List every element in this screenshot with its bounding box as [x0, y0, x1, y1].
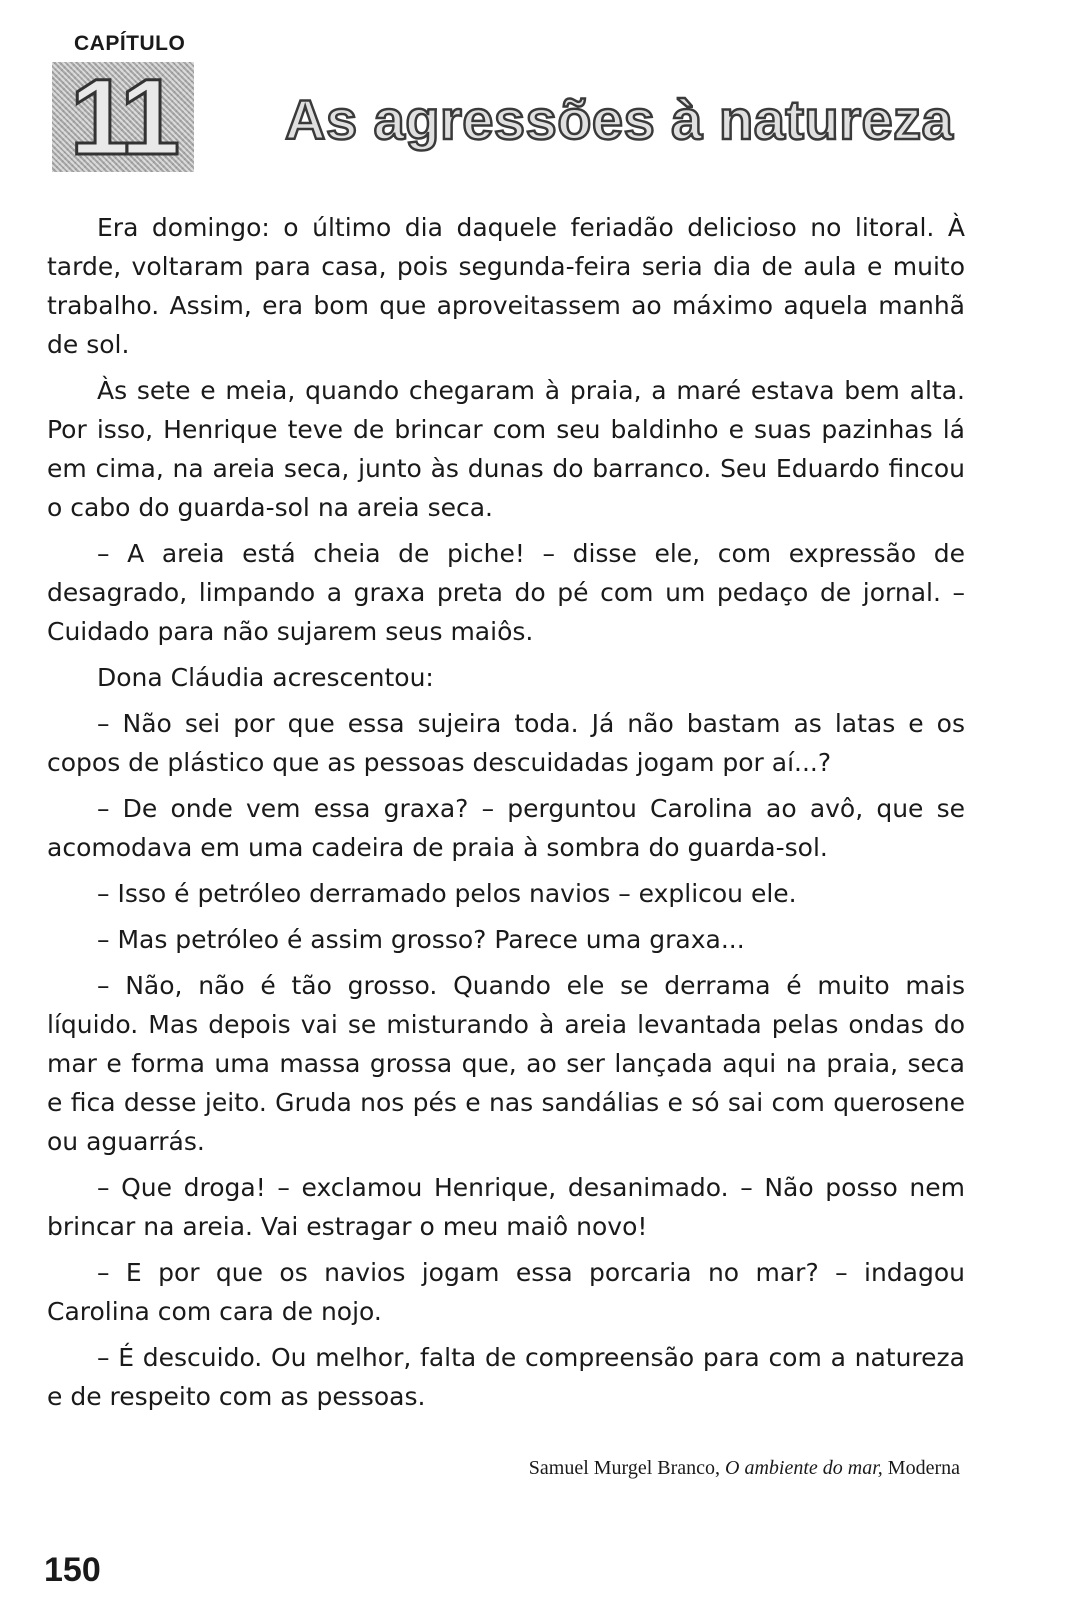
paragraph: – É descuido. Ou melhor, falta de compreensão para com a natureza e de respeito com as pessoas. — [47, 1343, 965, 1411]
paragraph: – Não, não é tão grosso. Quando ele se derrama é muito mais líquido. Mas depois vai se misturando à areia levantada pelas ondas do mar e forma uma massa grossa que, ao ser lançada aqui na praia, seca e fica desse jeito. Gruda nos pés e nas sandálias e só sai com querosene ou aguarrás. — [47, 971, 965, 1156]
paragraph: Dona Cláudia acrescentou: — [97, 663, 434, 692]
paragraph: – Mas petróleo é assim grosso? Parece uma graxa... — [97, 925, 745, 954]
paragraph: – Isso é petróleo derramado pelos navios – explicou ele. — [97, 879, 797, 908]
paragraph: – A areia está cheia de piche! – disse ele, com expressão de desagrado, limpando a graxa preta do pé com um pedaço de jornal. – Cuidado para não sujarem seus maiôs. — [47, 539, 965, 646]
chapter-label: CAPÍTULO — [74, 32, 186, 55]
chapter-number-box — [52, 56, 194, 177]
story-text — [47, 208, 965, 1423]
paragraph: – De onde vem essa graxa? – perguntou Carolina ao avô, que se acomodava em uma cadeira de praia à sombra do guarda-sol. — [47, 794, 965, 862]
paragraph: – E por que os navios jogam essa porcaria no mar? – indagou Carolina com cara de nojo. — [47, 1258, 965, 1326]
attribution-publisher: Moderna — [887, 1457, 960, 1479]
paragraph: Era domingo: o último dia daquele feriadão delicioso no litoral. À tarde, voltaram para casa, pois segunda-feira seria dia de aula e muito trabalho. Assim, era bom que aproveitassem ao máximo aquela manhã de sol. — [47, 213, 965, 359]
chapter-number: 11 — [69, 56, 177, 177]
paragraph: – Não sei por que essa sujeira toda. Já não bastam as latas e os copos de plástico que as pessoas descuidadas jogam por aí...? — [47, 709, 965, 777]
page-number: 150 — [44, 1551, 101, 1589]
attribution-author: Samuel Murgel Branco, — [528, 1457, 721, 1479]
chapter-title: As agressões à natureza — [285, 88, 954, 151]
source-attribution — [529, 1457, 960, 1480]
attribution-work: O ambiente do mar, — [725, 1457, 883, 1479]
paragraph: – Que droga! – exclamou Henrique, desanimado. – Não posso nem brincar na areia. Vai estragar o meu maiô novo! — [47, 1173, 965, 1241]
paragraph: Às sete e meia, quando chegaram à praia, a maré estava bem alta. Por isso, Henrique teve de brincar com seu baldinho e suas pazinhas lá em cima, na areia seca, junto às dunas do barranco. Seu Eduardo fincou o cabo do guarda-sol na areia seca. — [47, 376, 965, 522]
